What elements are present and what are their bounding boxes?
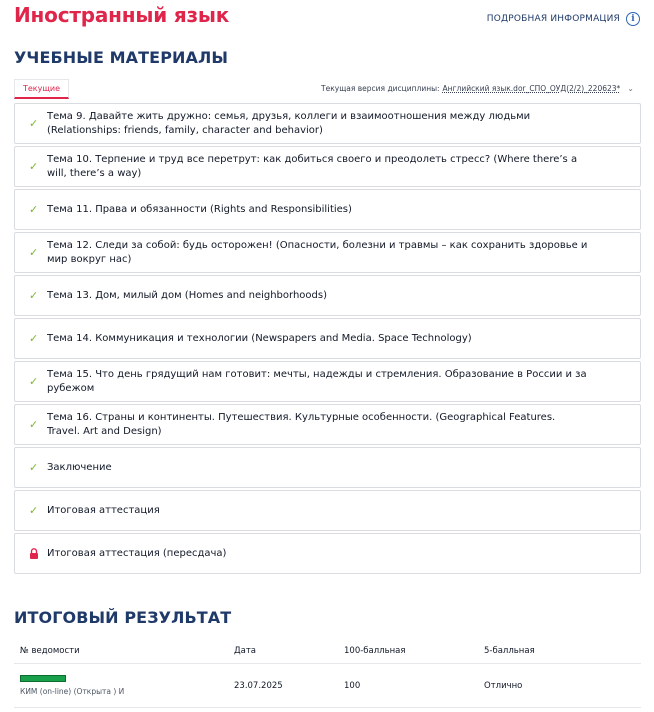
tab-current[interactable]: Текущие bbox=[14, 79, 69, 99]
topic-label: Заключение bbox=[47, 461, 112, 473]
topic-item[interactable] bbox=[14, 189, 641, 230]
score5-cell: Отлично bbox=[484, 680, 523, 691]
topic-item[interactable] bbox=[14, 103, 641, 144]
date-cell: 23.07.2025 bbox=[234, 680, 283, 691]
score100-cell: 100 bbox=[344, 680, 361, 691]
topic-label: Тема 14. Коммуникация и технологии (Newspapers and Media. Space Technology) bbox=[47, 332, 472, 344]
info-link-label: ПОДРОБНАЯ ИНФОРМАЦИЯ bbox=[486, 14, 620, 24]
topic-item[interactable] bbox=[14, 404, 641, 445]
page-title: Иностранный язык bbox=[14, 3, 230, 27]
check-icon: ✓ bbox=[29, 461, 39, 474]
result-section-title: ИТОГОВЫЙ РЕЗУЛЬТАТ bbox=[14, 608, 232, 627]
check-icon: ✓ bbox=[29, 246, 39, 259]
topic-label: Тема 16. Страны и континенты. Путешествия. Культурные особенности. (Geographical Features. Travel. Art and Design) bbox=[47, 412, 556, 437]
column-header: 100-балльная bbox=[344, 645, 406, 656]
version-value[interactable]: Английский язык.dor_СПО_ОУД(2/2)_220623* bbox=[442, 84, 621, 93]
materials-section-title: УЧЕБНЫЕ МАТЕРИАЛЫ bbox=[14, 48, 229, 67]
topic-item[interactable] bbox=[14, 490, 641, 531]
check-icon: ✓ bbox=[29, 117, 39, 130]
info-link[interactable] bbox=[487, 12, 640, 26]
lock-icon bbox=[29, 548, 45, 559]
version-label: Текущая версия дисциплины: bbox=[321, 84, 440, 93]
topic-label: Итоговая аттестация (пересдача) bbox=[47, 547, 227, 559]
table-header bbox=[14, 638, 641, 664]
check-icon: ✓ bbox=[29, 289, 39, 302]
check-icon: ✓ bbox=[29, 375, 39, 388]
result-table bbox=[14, 638, 641, 708]
topic-label: Тема 10. Терпение и труд все перетрут: как добиться своего и преодолеть стресс? (Where there’s a will, there’s a way) bbox=[47, 154, 578, 179]
check-icon: ✓ bbox=[29, 504, 39, 517]
topic-label: Итоговая аттестация bbox=[47, 504, 160, 516]
column-header: Дата bbox=[234, 645, 257, 656]
topic-list bbox=[14, 103, 641, 576]
check-icon: ✓ bbox=[29, 160, 39, 173]
check-icon: ✓ bbox=[29, 203, 39, 216]
check-icon: ✓ bbox=[29, 418, 39, 431]
table-row bbox=[14, 664, 641, 708]
topic-label: Тема 11. Права и обязанности (Rights and Responsibilities) bbox=[47, 203, 352, 215]
version-selector[interactable] bbox=[321, 84, 634, 93]
topic-item[interactable] bbox=[14, 232, 641, 273]
info-icon: i bbox=[626, 12, 640, 26]
topic-item[interactable] bbox=[14, 447, 641, 488]
topic-item[interactable] bbox=[14, 533, 641, 574]
status-bar bbox=[20, 675, 66, 682]
column-header: 5-балльная bbox=[484, 645, 535, 656]
topic-label: Тема 13. Дом, милый дом (Homes and neighborhoods) bbox=[47, 289, 327, 301]
sheet-cell bbox=[14, 675, 234, 696]
chevron-down-icon[interactable]: ⌄ bbox=[627, 84, 634, 93]
topic-item[interactable] bbox=[14, 146, 641, 187]
topic-label: Тема 9. Давайте жить дружно: семья, друзья, коллеги и взаимоотношения между людьми (Relationships: friends, family, character and behavior) bbox=[47, 111, 531, 136]
topic-label: Тема 12. Следи за собой: будь осторожен! (Опасности, болезни и травмы – как сохранить здоровье и мир вокруг нас) bbox=[47, 240, 588, 265]
topic-item[interactable] bbox=[14, 275, 641, 316]
topic-item[interactable] bbox=[14, 318, 641, 359]
topic-item[interactable] bbox=[14, 361, 641, 402]
check-icon: ✓ bbox=[29, 332, 39, 345]
column-header: № ведомости bbox=[20, 645, 80, 656]
sheet-name: КИМ (on-line) (Открыта ) И bbox=[20, 687, 125, 696]
topic-label: Тема 15. Что день грядущий нам готовит: мечты, надежды и стремления. Образование в России и за рубежом bbox=[47, 369, 587, 394]
